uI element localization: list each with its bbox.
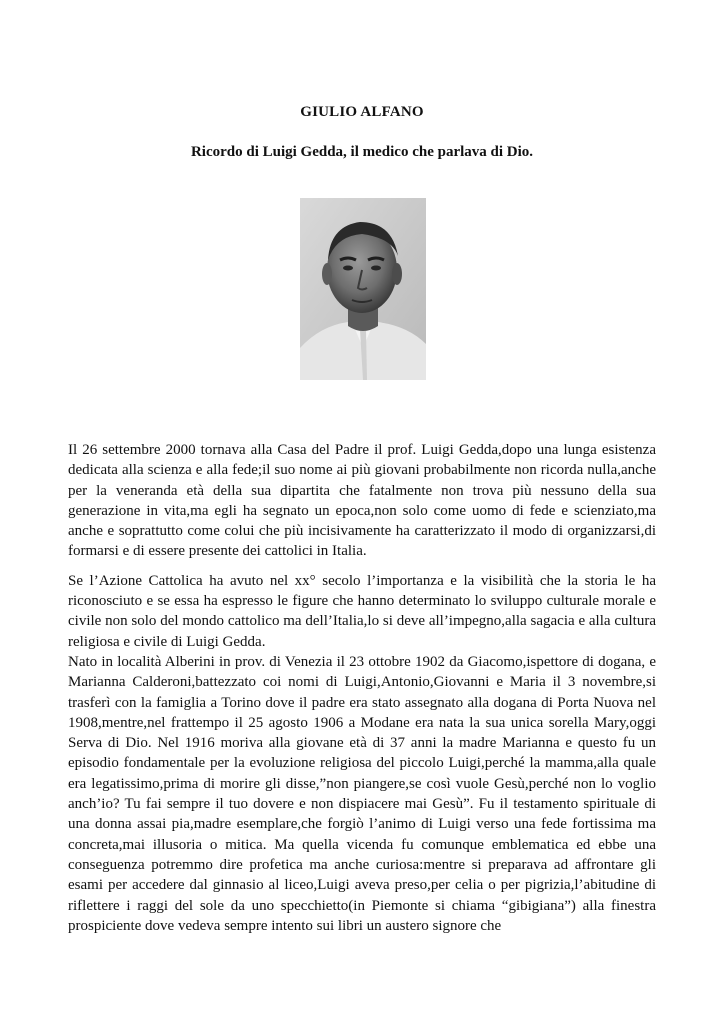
portrait-photo: [300, 198, 426, 380]
paragraph: Nato in località Alberini in prov. di Venezia il 23 ottobre 1902 da Giacomo,ispettore di dogana, e Marianna Calderoni,battezzato coi nomi di Luigi,Antonio,Giovanni e Maria il 3 novembre,si trasferì con la famiglia a Torino dove il padre era stato assegnato alla dogana di Porta Nuova nel 1908,mentre,nel frattempo il 25 agosto 1906 a Modane era nata la sua unica sorella Mary,oggi Serva di Dio. Nel 1916 moriva alla giovane età di 37 anni la madre Marianna e questo fu un episodio fondamentale per la evoluzione religiosa del piccolo Luigi,perché la mamma,alla quale era legatissimo,prima di morire gli disse,”non piangere,se così vuole Gesù,perché non lo voglio anch’io? Tu fai sempre il tuo dovere e non dispiacere mai Gesù”. Fu il testamento spirituale di una donna assai pia,madre esemplare,che forgiò l’animo di Luigi verso una fede fortissima ma concreta,mai illusoria o mitica. Ma quella vicenda fu comunque emblematica ed ebbe una conseguenza potremmo dire profetica ma anche curiosa:mentre si preparava ad affrontare gli esami per accedere dal ginnasio al liceo,Luigi aveva preso,per celia o per pigrizia,l’abitudine di riflettere i raggi del sole da uno specchietto(in Piemonte si chiama “gibigiana”) alla finestra prospiciente dove vedeva sempre intento sui libri un austero signore che: [68, 653, 656, 934]
portrait-image: [300, 198, 426, 380]
paragraph: Il 26 settembre 2000 tornava alla Casa del Padre il prof. Luigi Gedda,dopo una lunga esistenza dedicata alla scienza e alla fede;il suo nome ai più giovani probabilmente non ricorda nulla,anche per la veneranda età della sua dipartita che fatalmente non trova più nessuno della sua generazione in vita,ma egli ha segnato un epoca,non solo come uomo di fede e scienziato,ma anche e soprattutto come colui che più incisivamente ha caratterizzato il modo di organizzarsi,di formarsi e di essere presente dei cattolici in Italia.: [68, 442, 656, 560]
author-name: GIULIO ALFANO: [300, 104, 424, 120]
article-body: [68, 440, 656, 936]
paragraph: Se l’Azione Cattolica ha avuto nel xx° secolo l’importanza e la visibilità che la storia le ha riconosciuto e se essa ha espresso le figure che hanno determinato lo sviluppo culturale morale e civile non solo del mondo cattolico ma dell’Italia,lo si deve all’impegno,alla sagacia e alla cultura religiosa e civile di Luigi Gedda.: [68, 572, 656, 650]
article-title: Ricordo di Luigi Gedda, il medico che parlava di Dio.: [190, 144, 534, 160]
